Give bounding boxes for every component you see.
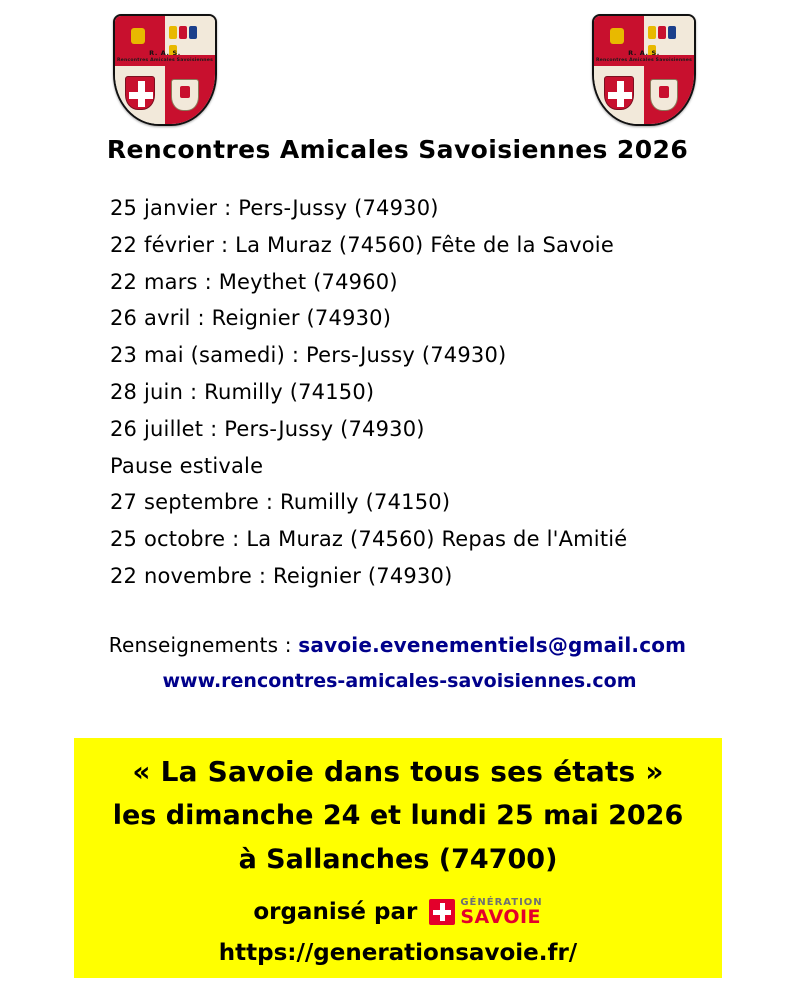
organizer-row	[74, 890, 722, 934]
list-item: 22 novembre : Reignier (74930)	[110, 563, 453, 588]
contact-block	[0, 627, 795, 699]
crest-inner-shield-right	[171, 79, 199, 111]
contact-website-link[interactable]: www.rencontres-amicales-savoisiennes.com	[162, 669, 637, 692]
crest-shape	[592, 14, 696, 126]
crest-cross-horizontal	[608, 92, 632, 99]
logo-top-word: GÉNÉRATION	[460, 896, 543, 908]
contact-line-website	[4, 663, 795, 699]
ras-crest-left	[113, 14, 217, 126]
highlight-url[interactable]: https://generationsavoie.fr/	[218, 940, 578, 966]
crest-charge	[169, 26, 177, 39]
crest-charge	[179, 26, 187, 39]
highlight-banner	[74, 738, 722, 978]
logo-bottom-word: SAVOIE	[460, 905, 542, 928]
highlight-dates: les dimanche 24 et lundi 25 mai 2026	[112, 800, 684, 831]
generation-savoie-wordmark	[460, 898, 542, 927]
contact-label: Renseignements :	[108, 632, 292, 657]
list-item: 26 juillet : Pers-Jussy (74930)	[110, 416, 425, 441]
crest-initials: R. A. S.	[628, 49, 660, 57]
generation-savoie-logo	[429, 898, 542, 927]
crest-charges	[169, 24, 207, 40]
list-item: 23 mai (samedi) : Pers-Jussy (74930)	[110, 343, 507, 368]
crest-charge	[668, 26, 676, 39]
savoy-cross-icon	[429, 899, 455, 925]
crest-charges	[648, 24, 686, 40]
crest-cross-horizontal	[129, 92, 153, 99]
crest-inner-shield-right	[650, 79, 678, 111]
ras-crest-right	[592, 14, 696, 126]
crest-row	[0, 0, 795, 135]
list-item: 28 juin : Rumilly (74150)	[110, 379, 375, 404]
page-title: Rencontres Amicales Savoisiennes 2026	[106, 135, 689, 164]
crest-charge	[658, 26, 666, 39]
events-list	[0, 190, 795, 595]
crest-lion-figure	[131, 28, 145, 44]
contact-line-email	[0, 627, 795, 663]
contact-email-link[interactable]: savoie.evenementiels@gmail.com	[298, 632, 687, 657]
list-item: 27 septembre : Rumilly (74150)	[110, 490, 451, 515]
crest-lion-figure	[610, 28, 624, 44]
crest-charge	[189, 26, 197, 39]
list-item: 25 janvier : Pers-Jussy (74930)	[110, 196, 439, 220]
list-item: 22 mars : Meythet (74960)	[110, 269, 398, 294]
crest-shape	[113, 14, 217, 126]
highlight-location: à Sallanches (74700)	[238, 844, 558, 875]
highlight-title: « La Savoie dans tous ses états »	[132, 755, 664, 788]
list-item: 25 octobre : La Muraz (74560) Repas de l'Amitié	[110, 527, 628, 552]
crest-caption: Rencontres Amicales Savoisiennes	[595, 58, 693, 63]
list-item: Pause estivale	[110, 453, 264, 478]
organized-by-label: organisé par	[253, 899, 418, 925]
crest-charge	[648, 26, 656, 39]
list-item: 22 février : La Muraz (74560) Fête de la Savoie	[110, 232, 614, 257]
list-item: 26 avril : Reignier (74930)	[110, 306, 392, 331]
crest-initials: R. A. S.	[149, 49, 181, 57]
crest-caption: Rencontres Amicales Savoisiennes	[116, 58, 214, 63]
